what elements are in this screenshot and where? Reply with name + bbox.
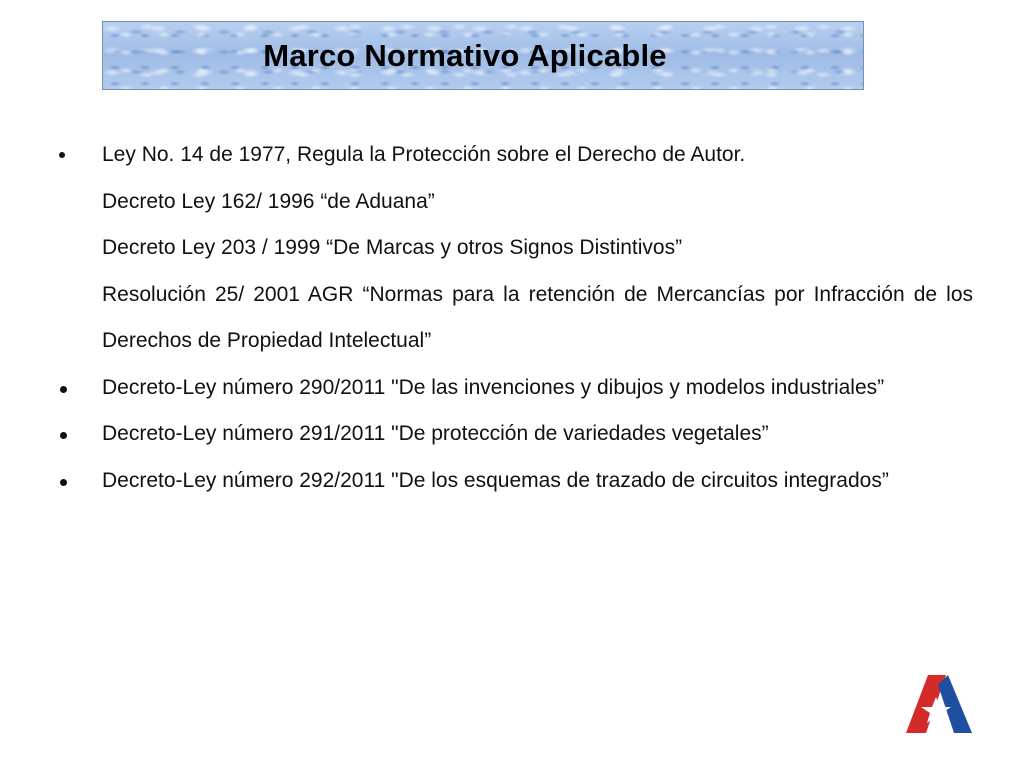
decree-law-291-2011: Decreto-Ley número 291/2011 "De protección de variedades vegetales” — [102, 422, 769, 445]
decree-162-1996: Decreto Ley 162/ 1996 “de Aduana” — [102, 189, 435, 213]
slide-title: Marco Normativo Aplicable — [263, 37, 667, 73]
list-item — [55, 365, 973, 412]
decree-203-1999: Decreto Ley 203 / 1999 “De Marcas y otros Signos Distintivos” — [102, 236, 683, 259]
bullet-icon — [55, 458, 102, 505]
list-item — [55, 458, 973, 505]
logo-blue-stroke — [938, 675, 972, 733]
bullet-icon — [55, 365, 102, 412]
decree-law-290-2011: Decreto-Ley número 290/2011 "De las invenciones y dibujos y modelos industriales” — [102, 375, 885, 399]
regulations-list — [55, 132, 973, 504]
bullet-icon — [55, 132, 102, 365]
resolution-25-2001: Resolución 25/ 2001 AGR “Normas para la retención de Mercancías por Infracción de los Derechos de Propiedad Intelectual” — [102, 282, 973, 352]
list-item — [55, 132, 973, 365]
logo-icon — [904, 671, 974, 735]
law-14-1977: Ley No. 14 de 1977, Regula la Protección sobre el Derecho de Autor. — [102, 143, 746, 166]
title-banner — [102, 21, 864, 90]
decree-law-292-2011: Decreto-Ley número 292/2011 "De los esquemas de trazado de circuitos integrados” — [102, 468, 889, 492]
bullet-icon — [55, 411, 102, 458]
list-item — [55, 411, 973, 458]
